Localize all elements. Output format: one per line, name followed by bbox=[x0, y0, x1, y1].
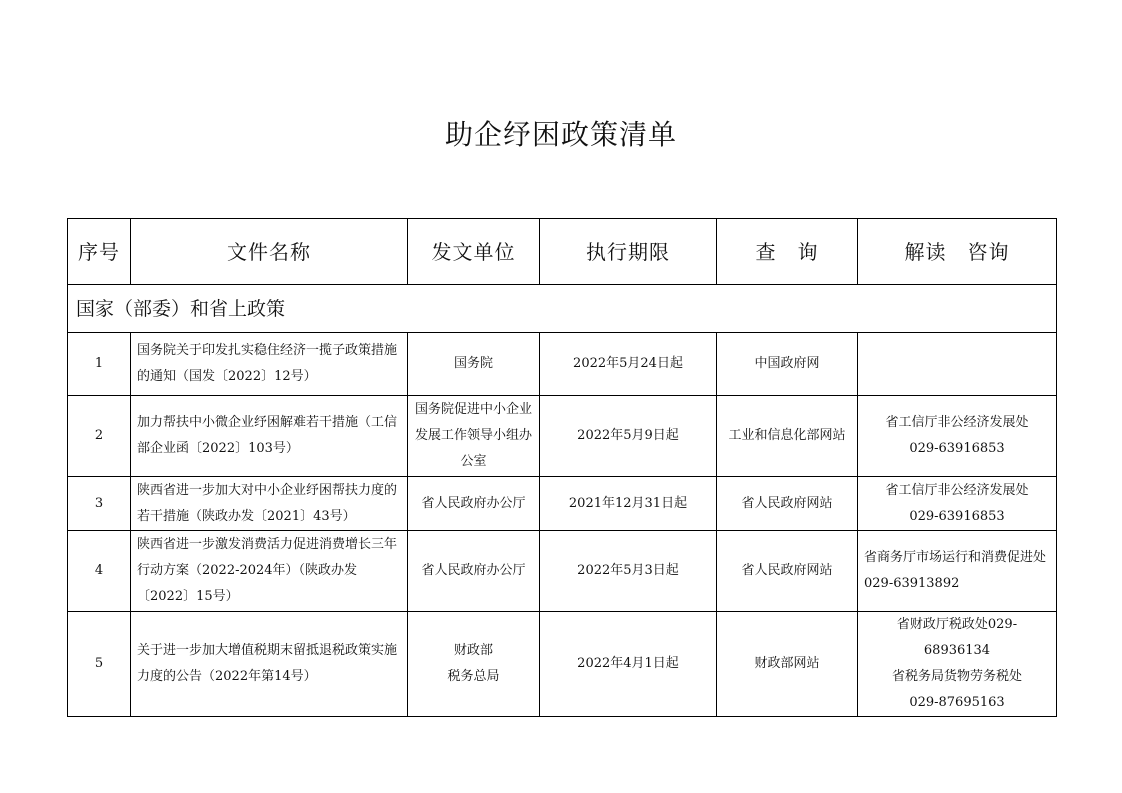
cell-consult: 省商务厅市场运行和消费促进处 029-63913892 bbox=[858, 531, 1057, 612]
cell-issuer: 省人民政府办公厅 bbox=[408, 477, 540, 531]
policy-table bbox=[67, 218, 1057, 717]
header-no: 序号 bbox=[68, 219, 131, 285]
cell-name: 陕西省进一步加大对中小企业纾困帮扶力度的若干措施（陕政办发〔2021〕43号） bbox=[131, 477, 408, 531]
cell-query: 省人民政府网站 bbox=[717, 531, 858, 612]
cell-period: 2022年5月9日起 bbox=[540, 396, 717, 477]
cell-query: 财政部网站 bbox=[717, 612, 858, 717]
page-title: 助企纾困政策清单 bbox=[444, 118, 677, 151]
cell-consult: 省财政厅税政处029-68936134 省税务局货物劳务税处 029-87695163 bbox=[858, 612, 1057, 717]
header-query: 查 询 bbox=[717, 219, 858, 285]
cell-name: 国务院关于印发扎实稳住经济一揽子政策措施的通知（国发〔2022〕12号） bbox=[131, 333, 408, 396]
header-issuer: 发文单位 bbox=[408, 219, 540, 285]
cell-query: 工业和信息化部网站 bbox=[717, 396, 858, 477]
cell-no: 4 bbox=[68, 531, 131, 612]
table-row bbox=[68, 612, 1057, 717]
cell-name: 陕西省进一步激发消费活力促进消费增长三年行动方案（2022-2024年）（陕政办发〔2022〕15号） bbox=[131, 531, 408, 612]
cell-name: 关于进一步加大增值税期末留抵退税政策实施力度的公告（2022年第14号） bbox=[131, 612, 408, 717]
cell-period: 2021年12月31日起 bbox=[540, 477, 717, 531]
table-row bbox=[68, 333, 1057, 396]
cell-issuer: 国务院促进中小企业发展工作领导小组办公室 bbox=[408, 396, 540, 477]
cell-issuer: 财政部 税务总局 bbox=[408, 612, 540, 717]
cell-consult: 省工信厅非公经济发展处 029-63916853 bbox=[858, 396, 1057, 477]
table-header-row bbox=[68, 219, 1057, 285]
header-name: 文件名称 bbox=[131, 219, 408, 285]
table-row bbox=[68, 477, 1057, 531]
cell-query: 中国政府网 bbox=[717, 333, 858, 396]
cell-period: 2022年5月3日起 bbox=[540, 531, 717, 612]
cell-no: 3 bbox=[68, 477, 131, 531]
table-row bbox=[68, 531, 1057, 612]
header-period: 执行期限 bbox=[540, 219, 717, 285]
cell-query: 省人民政府网站 bbox=[717, 477, 858, 531]
cell-consult bbox=[858, 333, 1057, 396]
section-title: 国家（部委）和省上政策 bbox=[68, 285, 1057, 333]
cell-issuer: 国务院 bbox=[408, 333, 540, 396]
cell-no: 2 bbox=[68, 396, 131, 477]
cell-period: 2022年5月24日起 bbox=[540, 333, 717, 396]
cell-no: 5 bbox=[68, 612, 131, 717]
section-row bbox=[68, 285, 1057, 333]
cell-name: 加力帮扶中小微企业纾困解难若干措施（工信部企业函〔2022〕103号） bbox=[131, 396, 408, 477]
cell-period: 2022年4月1日起 bbox=[540, 612, 717, 717]
cell-consult: 省工信厅非公经济发展处 029-63916853 bbox=[858, 477, 1057, 531]
cell-no: 1 bbox=[68, 333, 131, 396]
header-consult: 解读 咨询 bbox=[858, 219, 1057, 285]
cell-issuer: 省人民政府办公厅 bbox=[408, 531, 540, 612]
table-row bbox=[68, 396, 1057, 477]
